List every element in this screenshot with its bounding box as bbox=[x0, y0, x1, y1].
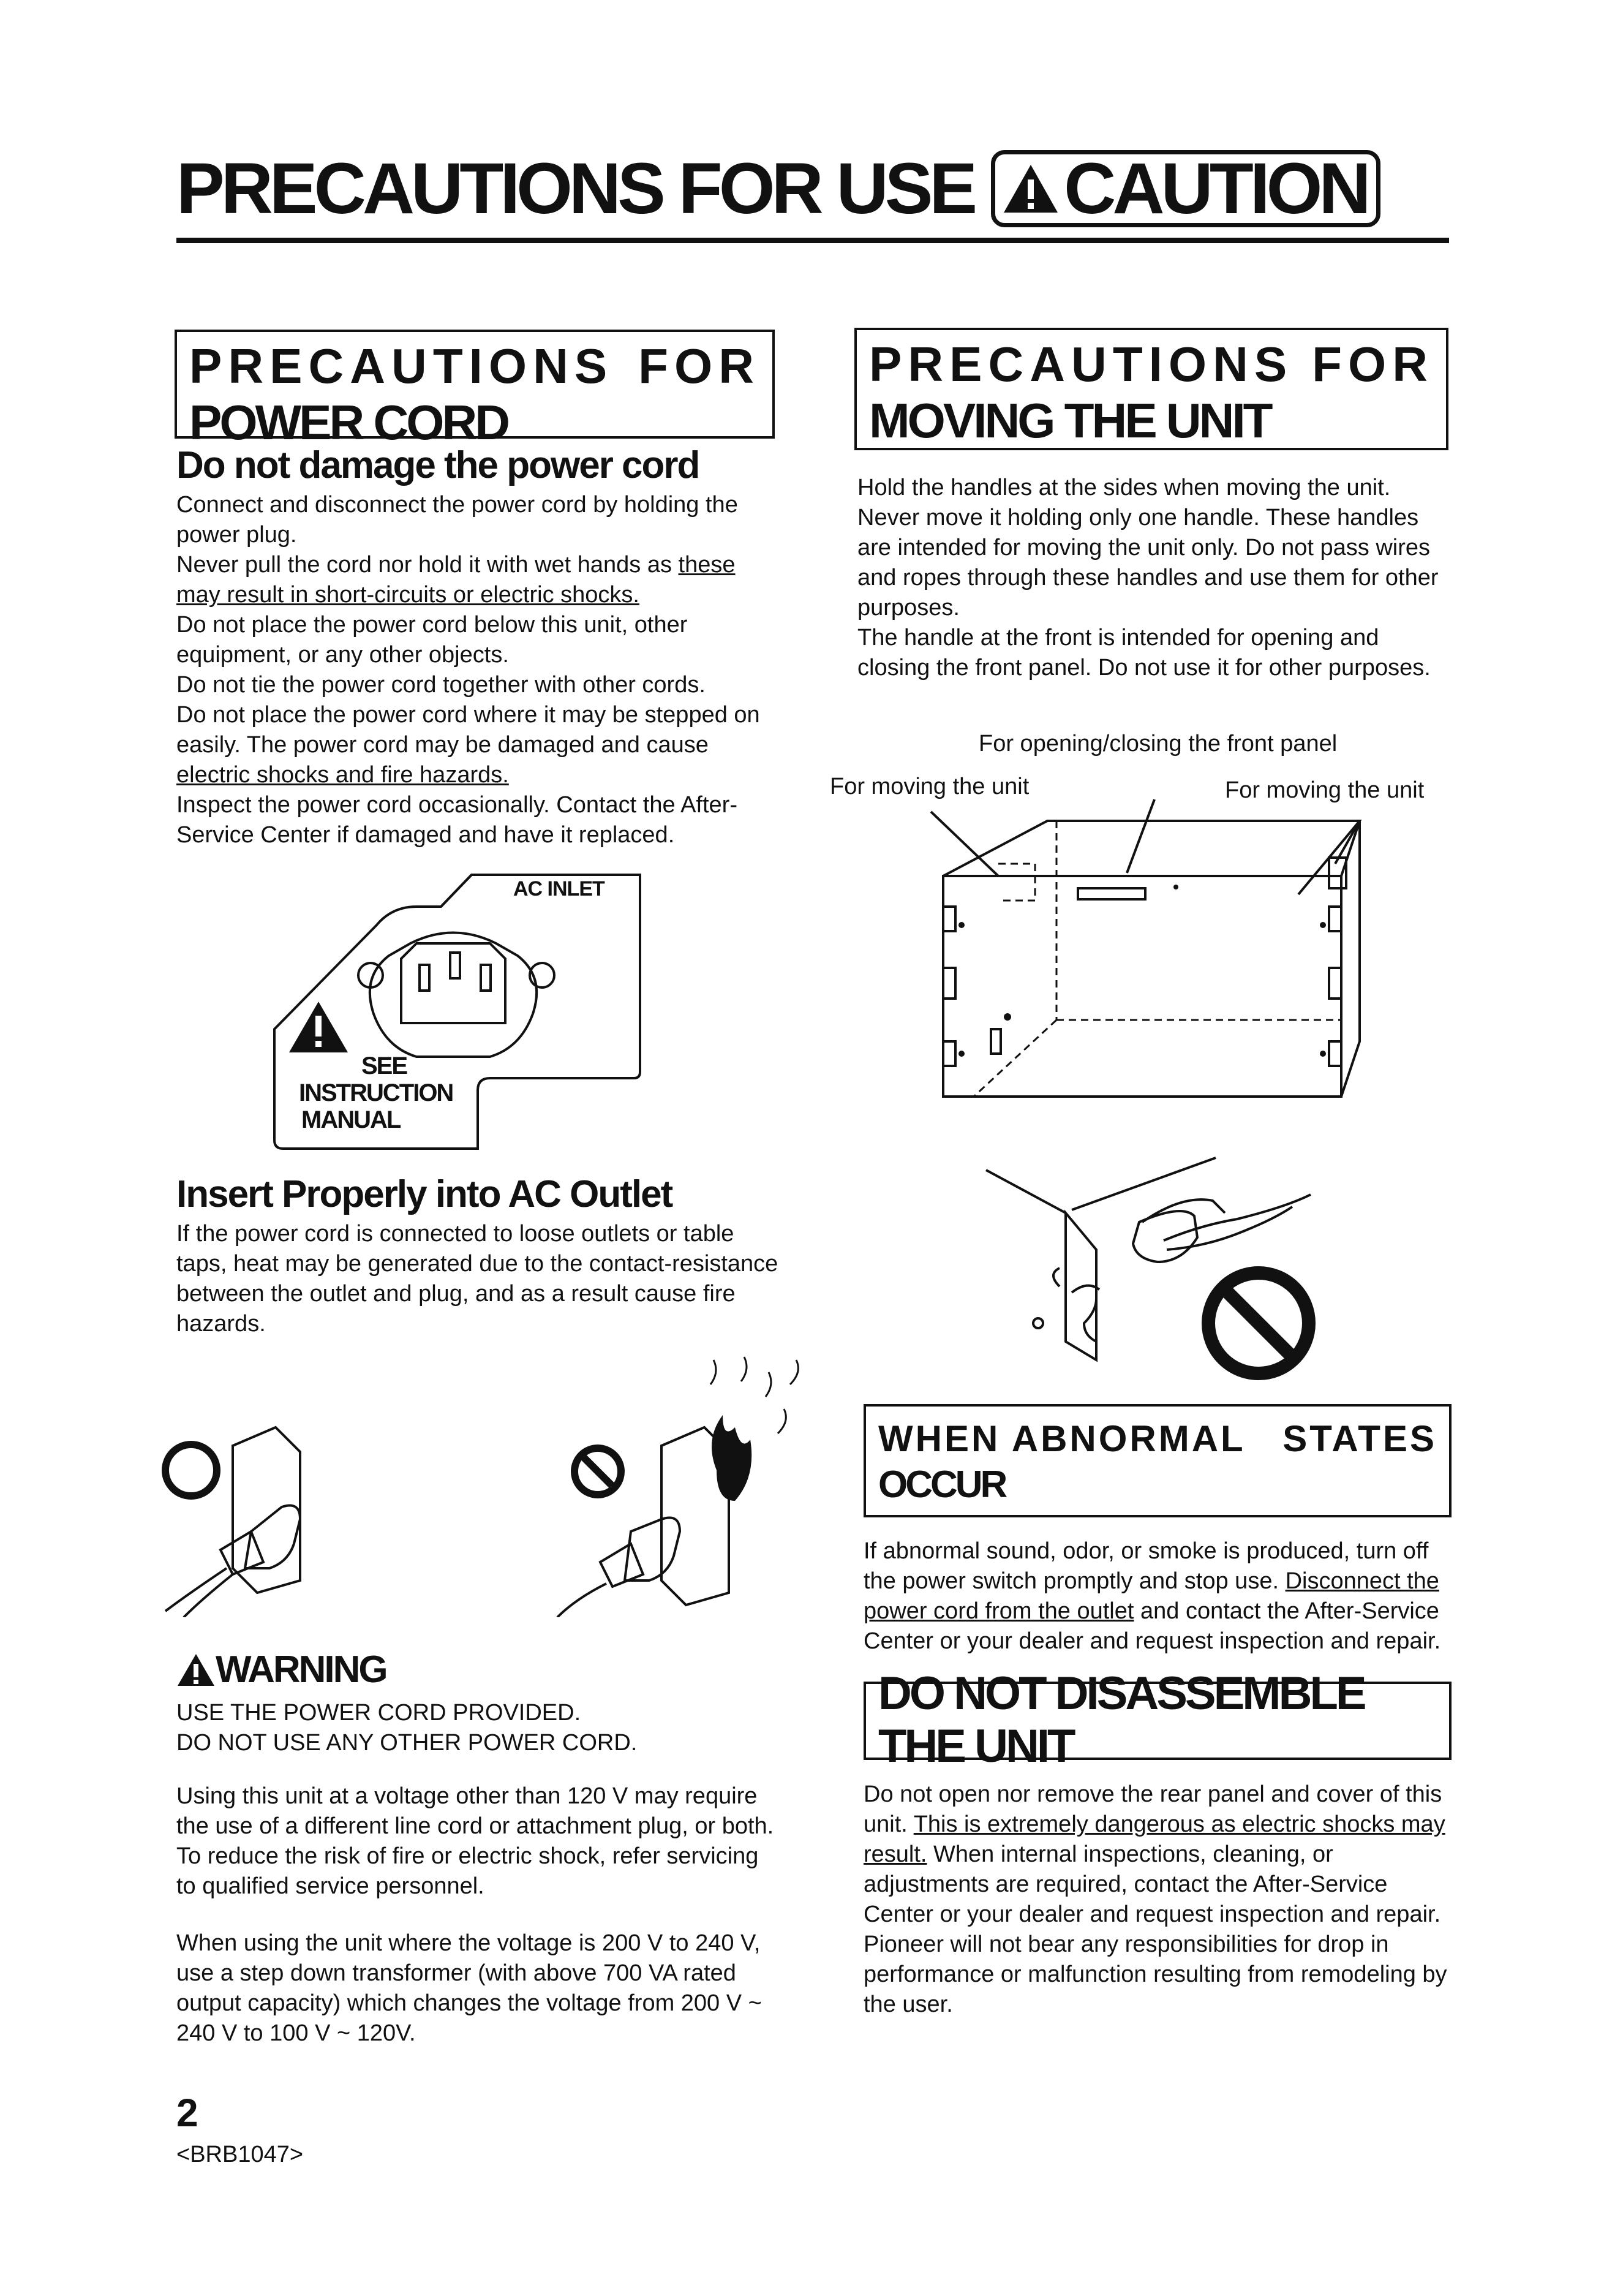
label-left-handle: For moving the unit bbox=[830, 774, 1030, 799]
p5-text: Do not place the power cord where it may be stepped on easily. The power cord may be damaged and cause bbox=[176, 702, 760, 758]
abnormal-body bbox=[864, 1536, 1452, 1656]
doc-code: <BRB1047> bbox=[176, 2142, 304, 2167]
plug-correct-illustration bbox=[165, 1427, 300, 1617]
p2-underlined: these may result in short-circuits or electric shocks. bbox=[176, 552, 736, 608]
see-text: SEE bbox=[361, 1052, 407, 1079]
warning-para1: Using this unit at a voltage other than 120 V may require the use of a different line cord or attachment plug, or both. To reduce the risk of fire or electric shock, refer servicing to qualified service personnel. bbox=[176, 1783, 774, 1899]
section-header-line1-end: FOR bbox=[1312, 337, 1434, 391]
warning-line2: DO NOT USE ANY OTHER POWER CORD. bbox=[176, 1730, 638, 1756]
flame-icon bbox=[710, 1357, 798, 1501]
warning-lines bbox=[176, 1698, 789, 1758]
warning-triangle-icon bbox=[289, 1002, 348, 1052]
power-cord-p6: Inspect the power cord occasionally. Contact the After-Service Center if damaged and have it replaced. bbox=[176, 792, 737, 848]
abnormal-tail: and contact the After-Service Center or your dealer and request inspection and repair. bbox=[864, 1598, 1441, 1654]
power-cord-p2 bbox=[176, 550, 783, 610]
power-cord-section-header bbox=[175, 330, 775, 450]
caution-badge-text: CAUTION bbox=[1064, 148, 1368, 229]
section-header-line1: WHEN ABNORMAL bbox=[878, 1418, 1246, 1459]
disassemble-body bbox=[864, 1780, 1452, 2020]
warning-triangle-icon bbox=[1001, 162, 1060, 215]
warning-para2: When using the unit where the voltage is 200 V to 240 V, use a step down transformer (with above 700 VA rated output capacity) which changes the voltage from 200 V ~ 240 V to 100 V ~ 120V. bbox=[176, 1930, 762, 2046]
ac-inlet-text: AC INLET bbox=[513, 877, 604, 901]
section-header-line1: PRECAUTIONS bbox=[189, 339, 614, 393]
power-cord-p1: Connect and disconnect the power cord by holding the power plug. bbox=[176, 492, 738, 548]
label-right-handle: For moving the unit bbox=[1225, 777, 1425, 803]
unit-handles-diagram bbox=[919, 796, 1384, 1115]
ok-circle-icon bbox=[165, 1444, 217, 1496]
p5-underlined: electric shocks and fire hazards. bbox=[176, 762, 509, 788]
moving-section-header bbox=[854, 328, 1448, 450]
abnormal-section-header bbox=[864, 1404, 1452, 1517]
power-cord-p5 bbox=[176, 700, 783, 790]
page-title-text: PRECAUTIONS FOR USE bbox=[176, 148, 974, 229]
manual-text: MANUAL bbox=[301, 1106, 401, 1133]
power-cord-body bbox=[176, 490, 783, 850]
page-title bbox=[176, 146, 1380, 232]
instruction-text: INSTRUCTION bbox=[299, 1079, 453, 1106]
disassemble-underlined: This is extremely dangerous as electric shocks may result. bbox=[864, 1811, 1445, 1867]
disassemble-text: Do not open nor remove the rear panel and cover of this unit. bbox=[864, 1781, 1442, 1837]
abnormal-text: If abnormal sound, odor, or smoke is produced, turn off the power switch promptly and stop use. bbox=[864, 1538, 1429, 1594]
disassemble-section-header bbox=[864, 1667, 1452, 1772]
label-front-handle: For opening/closing the front panel bbox=[979, 731, 1338, 757]
power-cord-p3: Do not place the power cord below this unit, other equipment, or any other objects. bbox=[176, 612, 688, 668]
section-header-line2: OCCUR bbox=[878, 1463, 1006, 1506]
page-number: 2 bbox=[176, 2091, 198, 2135]
warning-line1: USE THE POWER CORD PROVIDED. bbox=[176, 1700, 581, 1726]
outlet-body: If the power cord is connected to loose outlets or table taps, heat may be generated due to the contact-resistance between the outlet and plug, and as a result cause fire hazards. bbox=[176, 1221, 778, 1337]
prohibited-icon bbox=[574, 1448, 621, 1495]
caution-badge bbox=[991, 150, 1380, 227]
disassemble-tail: When internal inspections, cleaning, or adjustments are required, contact the After-Service Center or your dealer and request inspection and repair. Pioneer will not bear any responsibilities for drop in performance or malfunction resulting from remodeling by the user. bbox=[864, 1841, 1447, 2017]
section-header-title: DO NOT DISASSEMBLE THE UNIT bbox=[878, 1667, 1365, 1772]
prohibited-icon bbox=[1208, 1273, 1309, 1373]
abnormal-underlined: Disconnect the power cord from the outlet bbox=[864, 1568, 1439, 1624]
section-header-line1: PRECAUTIONS bbox=[869, 337, 1294, 391]
moving-p1: Hold the handles at the sides when moving the unit. Never move it holding only one handle. These handles are intended for moving the unit only. Do not pass wires and ropes through these handles and use them for other purposes. bbox=[857, 475, 1439, 621]
power-cord-subhead: Do not damage the power cord bbox=[176, 444, 699, 486]
section-header-line2: POWER CORD bbox=[189, 395, 508, 450]
outlet-subhead: Insert Properly into AC Outlet bbox=[176, 1173, 672, 1215]
p2-text: Never pull the cord nor hold it with wet hands as bbox=[176, 552, 679, 578]
handle-misuse-illustration bbox=[980, 1139, 1372, 1409]
section-header-line1-end: STATES bbox=[1282, 1418, 1437, 1459]
moving-p2: The handle at the front is intended for opening and closing the front panel. Do not use it for other purposes. bbox=[857, 625, 1431, 681]
plug-illustrations bbox=[153, 1348, 827, 1617]
section-header-line2: MOVING THE UNIT bbox=[869, 393, 1271, 448]
moving-body bbox=[857, 473, 1448, 683]
title-rule bbox=[176, 238, 1449, 243]
see-instruction-manual-text bbox=[299, 1052, 453, 1133]
power-cord-p4: Do not tie the power cord together with other cords. bbox=[176, 672, 706, 698]
warning-title-text: WARNING bbox=[216, 1648, 386, 1691]
warning-triangle-icon bbox=[176, 1653, 216, 1687]
section-header-line1-end: FOR bbox=[638, 339, 760, 393]
warning-title bbox=[176, 1648, 386, 1691]
